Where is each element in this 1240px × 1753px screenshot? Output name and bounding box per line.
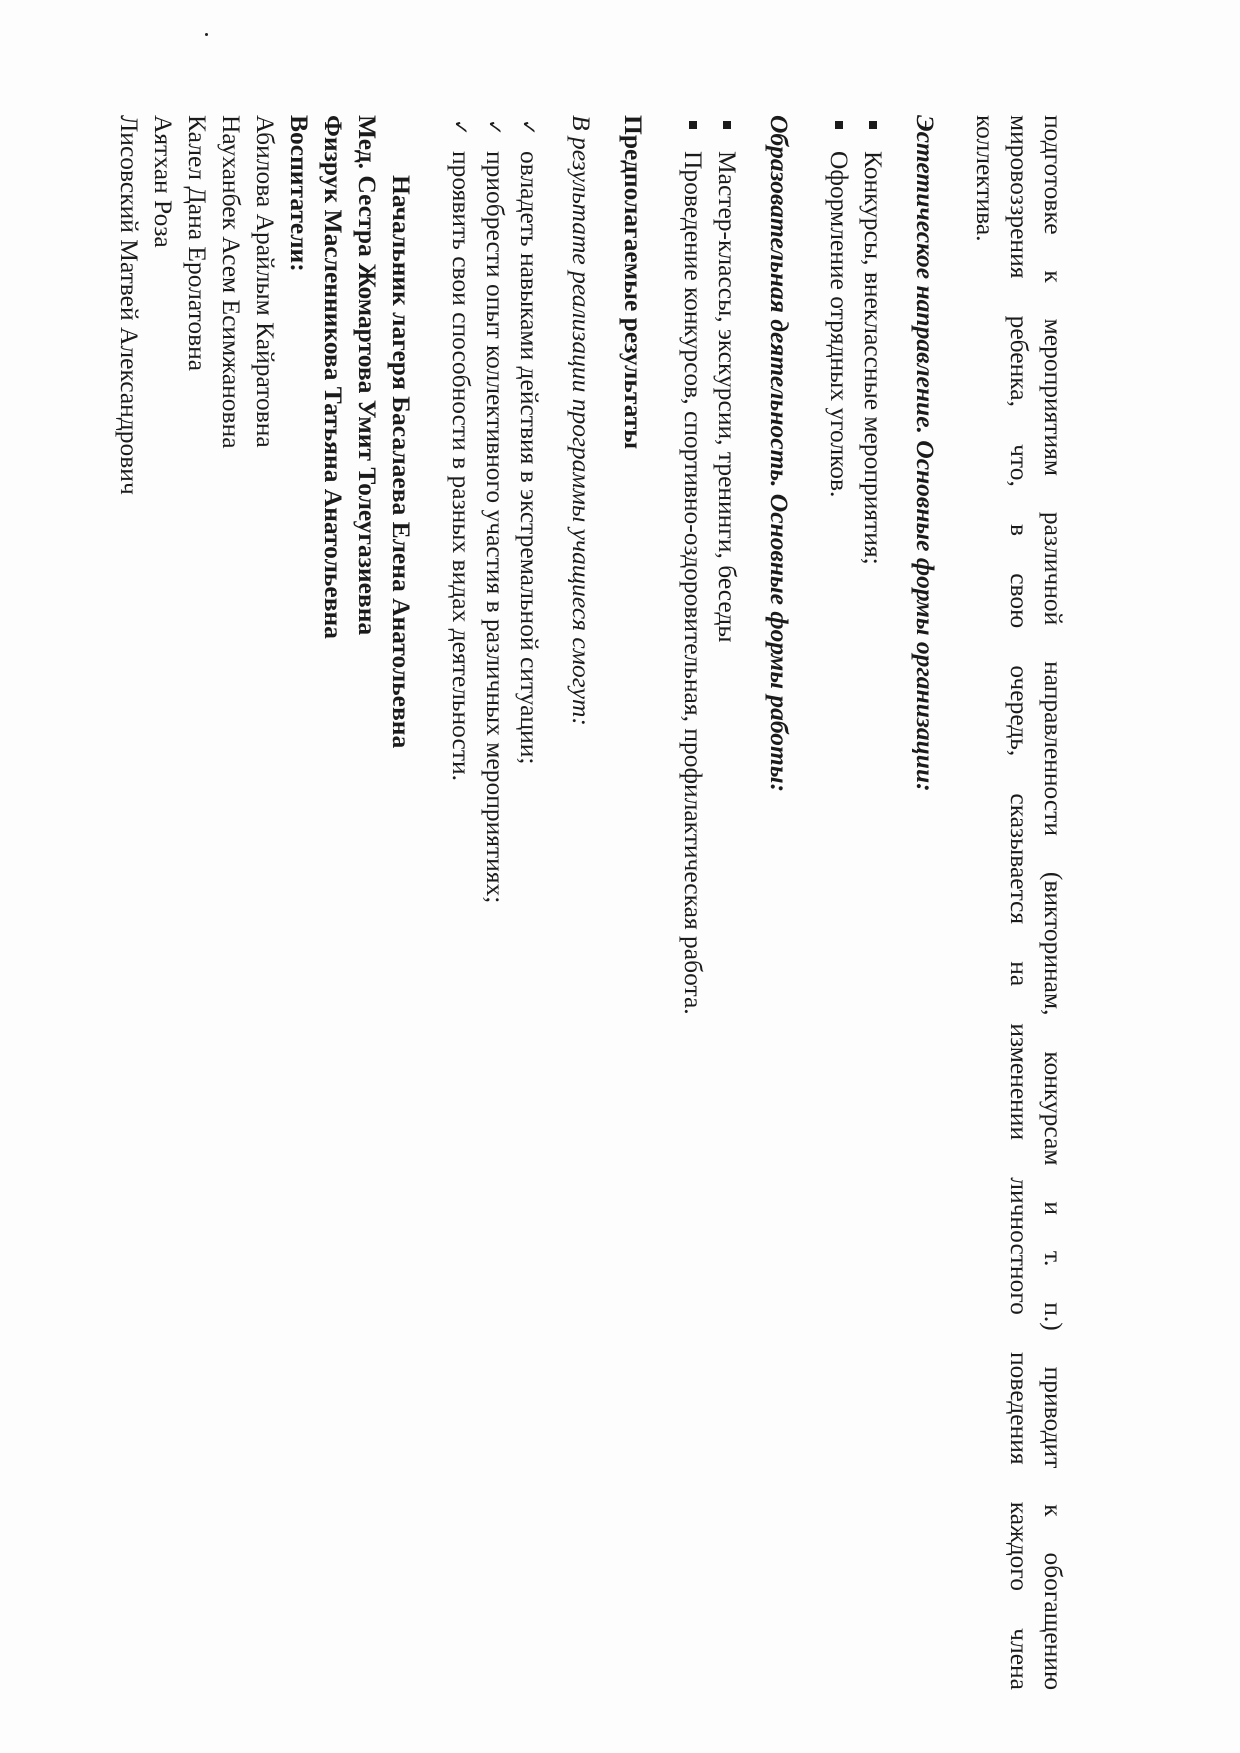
scan-speck	[205, 33, 208, 36]
educator-name: Науханбек Асем Есимжановна	[217, 115, 246, 449]
list-item-text: Оформление отрядных уголков.	[825, 151, 854, 498]
square-bullet-icon	[869, 121, 877, 129]
results-heading: Предполагаемые результаты	[619, 115, 648, 450]
educator-name: Абилова Арайлым Кайратовна	[251, 115, 280, 448]
intro-line-3: коллектива.	[971, 115, 1000, 242]
list-item-text: проявить свои способности в разных видах деятельности.	[447, 151, 476, 782]
list-item	[822, 115, 856, 1695]
list-item-text: овладеть навыками действия в экстремальной ситуации;	[515, 151, 544, 765]
nurse: Мед. Сестра Жомартова Умит Толеугазиевна	[353, 115, 382, 636]
list-item	[856, 115, 890, 1695]
list-item-text: приобрести опыт коллективного участия в различных мероприятиях;	[481, 151, 510, 904]
square-bullet-icon	[723, 121, 731, 129]
checkmark-icon: ✓	[449, 119, 473, 136]
aesthetic-heading: Эстетическое направление. Основные формы организации:	[911, 115, 940, 792]
list-item	[676, 115, 710, 1695]
list-item	[444, 115, 478, 1695]
educators-label: Воспитатели:	[285, 115, 314, 272]
rotated-text-block	[112, 115, 1070, 1695]
pe-teacher: Физрук Масленникова Татьяна Анатольевна	[319, 115, 348, 639]
educator-name: Калел Дана Еролатовна	[183, 115, 212, 372]
square-bullet-icon	[835, 121, 843, 129]
list-item	[512, 115, 546, 1695]
educator-name: Лисовский Матвей Александрович	[115, 115, 144, 495]
educator-name: Аятхан Роза	[149, 115, 178, 248]
list-item	[478, 115, 512, 1695]
camp-head: Начальник лагеря Басалаева Елена Анатольевна	[387, 175, 416, 749]
list-item	[710, 115, 744, 1695]
checkmark-icon: ✓	[517, 119, 541, 136]
checkmark-icon: ✓	[483, 119, 507, 136]
list-item-text: Проведение конкурсов, спортивно-оздоровительная, профилактическая работа.	[679, 151, 708, 1015]
results-intro: В результате реализации программы учащиеся смогут:	[567, 115, 596, 726]
educational-heading: Образовательная деятельность. Основные формы работы:	[765, 115, 794, 793]
intro-line-2: мировоззрения ребенка, что, в свою очередь, сказывается на изменении личностного поведения каждого члена	[1005, 115, 1034, 1690]
list-item-text: Конкурсы, внеклассные мероприятия;	[859, 151, 888, 565]
square-bullet-icon	[689, 121, 697, 129]
intro-line-1: подготовке к мероприятиям различной направленности (викторинам, конкурсам и т. п.) приводит к обогащению	[1039, 115, 1068, 1690]
list-item-text: Мастер-классы, экскурсии, тренинги, беседы	[713, 151, 742, 643]
